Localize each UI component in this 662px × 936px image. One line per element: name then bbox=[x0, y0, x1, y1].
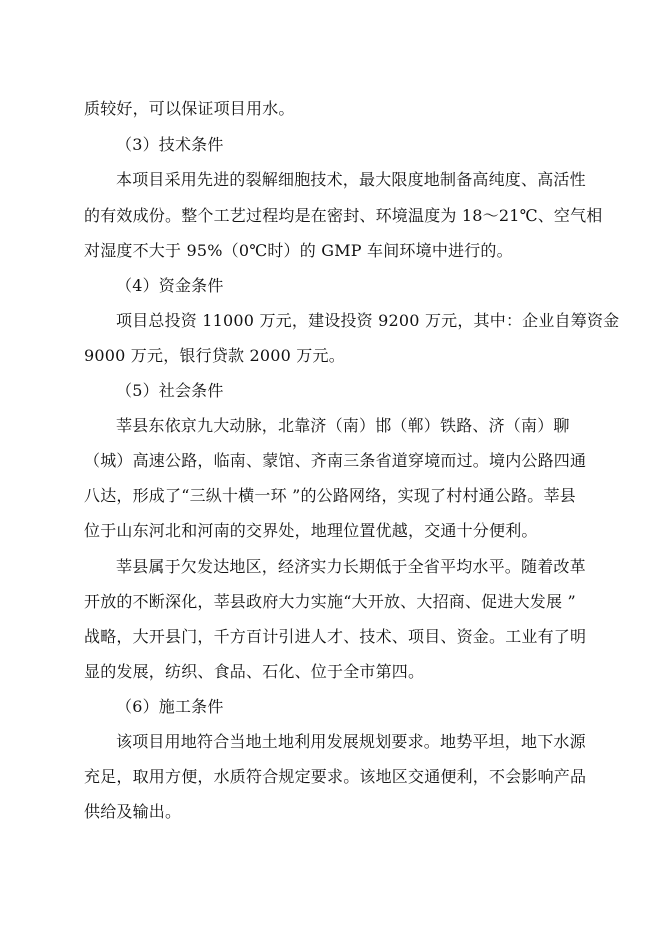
text-line: 莘县属于欠发达地区，经济实力长期低于全省平均水平。随着改革 bbox=[116, 557, 586, 576]
text-line: 位于山东河北和河南的交界处，地理位置优越，交通十分便利。 bbox=[84, 521, 538, 540]
section-heading-construction: （6）施工条件 bbox=[116, 697, 224, 716]
text-line: 9000 万元，银行贷款 2000 万元。 bbox=[84, 346, 345, 365]
text-line: 供给及输出。 bbox=[84, 802, 182, 821]
text-line: 项目总投资 11000 万元，建设投资 9200 万元，其中：企业自筹资金 bbox=[116, 311, 620, 330]
text-line: 战略，大开县门，千方百计引进人才、技术、项目、资金。工业有了明 bbox=[84, 627, 587, 646]
text-line: （城）高速公路，临南、蒙馆、齐南三条省道穿境而过。境内公路四通 bbox=[84, 451, 587, 470]
text-line: 莘县东依京九大动脉，北靠济（南）邯（郸）铁路、济（南）聊 bbox=[116, 416, 570, 435]
text-line: 八达，形成了“三纵十横一环 ”的公路网络，实现了村村通公路。莘县 bbox=[84, 486, 576, 505]
text-line: 该项目用地符合当地土地利用发展规划要求。地势平坦，地下水源 bbox=[116, 732, 586, 751]
section-heading-social: （5）社会条件 bbox=[116, 381, 224, 400]
section-heading-funding: （4）资金条件 bbox=[116, 276, 224, 295]
text-line: 对湿度不大于 95%（0℃时）的 GMP 车间环境中进行的。 bbox=[84, 241, 513, 260]
text-line: 质较好，可以保证项目用水。 bbox=[84, 99, 295, 118]
text-line: 显的发展，纺织、食品、石化、位于全市第四。 bbox=[84, 662, 425, 681]
section-heading-technical: （3）技术条件 bbox=[116, 135, 224, 154]
text-line: 充足，取用方便，水质符合规定要求。该地区交通便利，不会影响产品 bbox=[84, 767, 587, 786]
text-line: 本项目采用先进的裂解细胞技术，最大限度地制备高纯度、高活性 bbox=[116, 170, 586, 189]
text-line: 开放的不断深化，莘县政府大力实施“大开放、大招商、促进大发展 ” bbox=[84, 592, 576, 611]
text-line: 的有效成份。整个工艺过程均是在密封、环境温度为 18～21℃、空气相 bbox=[84, 206, 603, 225]
